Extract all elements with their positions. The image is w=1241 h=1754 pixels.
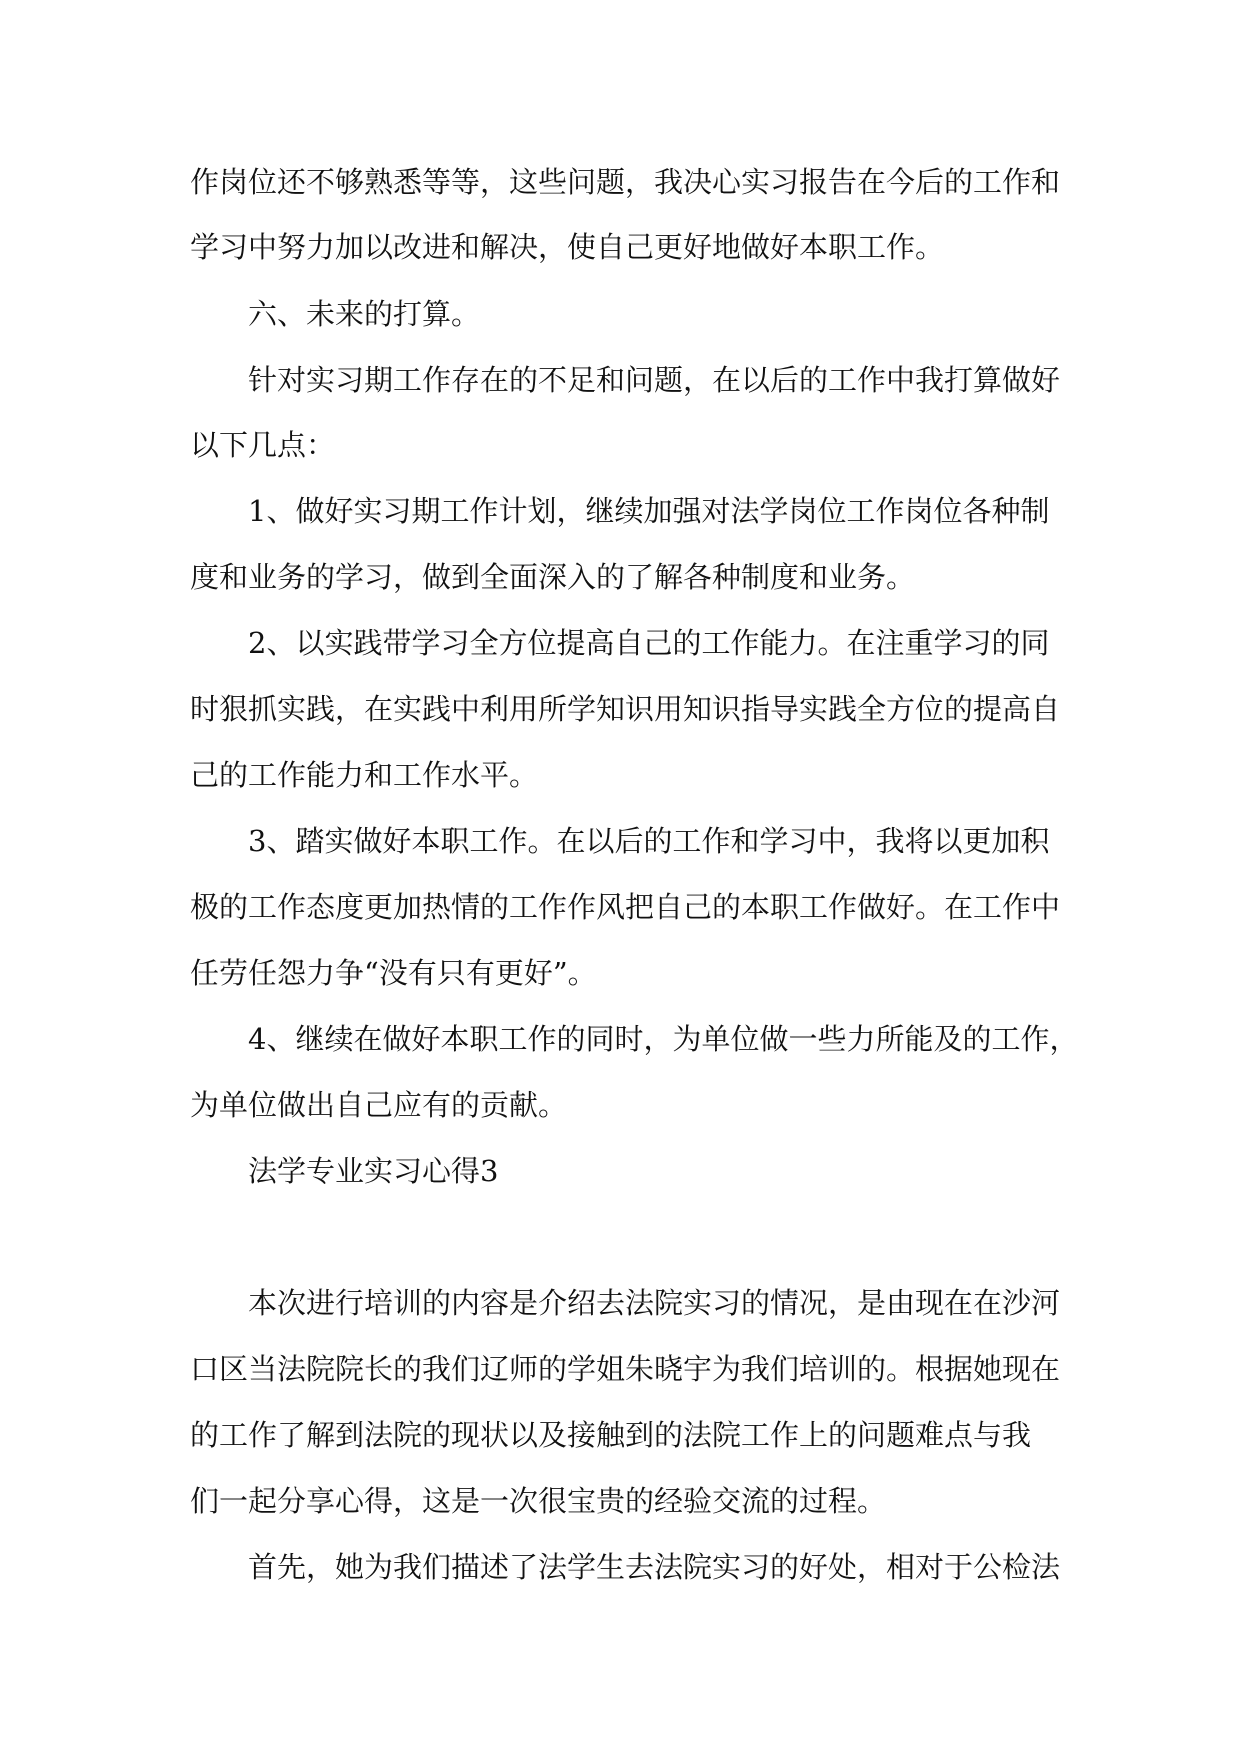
- text-line: 作岗位还不够熟悉等等，这些问题，我决心实习报告在今后的工作和: [190, 165, 1061, 199]
- text-line: 首先，她为我们描述了法学生去法院实习的好处，相对于公检法: [248, 1550, 1061, 1584]
- list-item-line: 4、继续在做好本职工作的同时，为单位做一些力所能及的工作，: [248, 1022, 1079, 1056]
- text-line: 度和业务的学习，做到全面深入的了解各种制度和业务。: [190, 560, 916, 594]
- text-line: 学习中努力加以改进和解决，使自己更好地做好本职工作。: [190, 230, 945, 264]
- text-line: 为单位做出自己应有的贡献。: [190, 1088, 568, 1122]
- text-line: 针对实习期工作存在的不足和问题，在以后的工作中我打算做好: [248, 363, 1061, 397]
- section-heading: 六、未来的打算。: [248, 297, 481, 331]
- text-line: 口区当法院院长的我们辽师的学姐朱晓宇为我们培训的。根据她现在: [190, 1352, 1061, 1386]
- text-line: 极的工作态度更加热情的工作作风把自己的本职工作做好。在工作中: [190, 890, 1061, 924]
- section-heading: 法学专业实习心得3: [248, 1154, 499, 1188]
- list-item-line: 3、踏实做好本职工作。在以后的工作和学习中，我将以更加积: [248, 824, 1050, 858]
- text-line: 以下几点：: [190, 428, 336, 462]
- text-line: 的工作了解到法院的现状以及接触到的法院工作上的问题难点与我: [190, 1418, 1032, 1452]
- text-line: 本次进行培训的内容是介绍去法院实习的情况，是由现在在沙河: [248, 1286, 1061, 1320]
- text-line: 时狠抓实践，在实践中利用所学知识用知识指导实践全方位的提高自: [190, 692, 1061, 726]
- list-item-line: 1、做好实习期工作计划，继续加强对法学岗位工作岗位各种制: [248, 494, 1050, 528]
- list-item-line: 2、以实践带学习全方位提高自己的工作能力。在注重学习的同: [248, 626, 1050, 660]
- text-line: 们一起分享心得，这是一次很宝贵的经验交流的过程。: [190, 1484, 887, 1518]
- text-line: 任劳任怨力争“没有只有更好”。: [190, 956, 597, 990]
- text-line: 己的工作能力和工作水平。: [190, 758, 539, 792]
